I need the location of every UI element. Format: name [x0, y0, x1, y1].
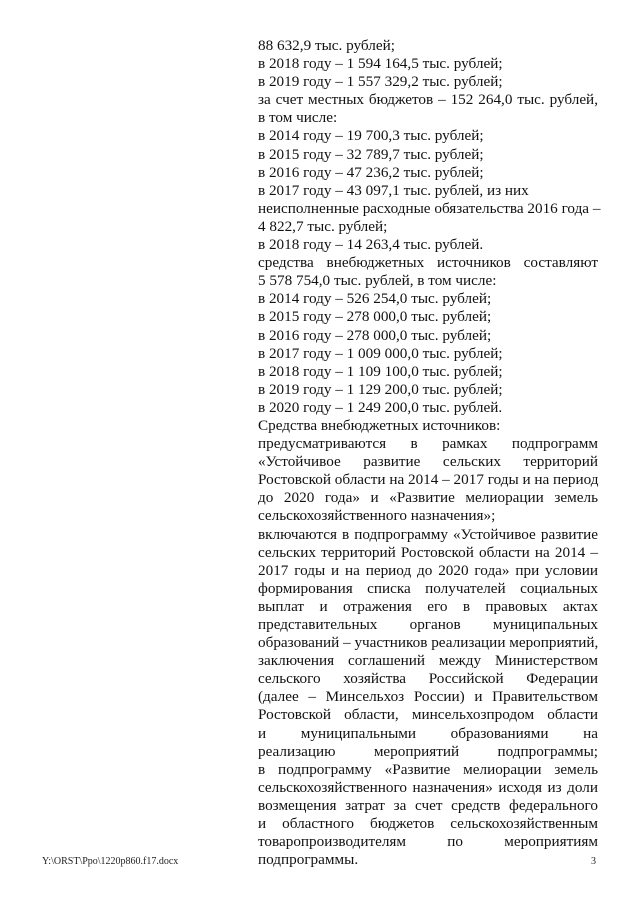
- text-line: в том числе:: [258, 109, 338, 127]
- text-line: предусматриваются в рамках подпрограмм: [258, 435, 598, 453]
- text-line: сельскохозяйственного назначения»;: [258, 507, 496, 525]
- text-line: сельского хозяйства Российской Федерации: [258, 670, 598, 688]
- text-line: в 2019 году – 1 557 329,2 тыс. рублей;: [258, 73, 503, 91]
- text-line: Средства внебюджетных источников:: [258, 416, 501, 434]
- footer-file-path: Y:\ORST\Ppo\1220p860.f17.docx: [42, 856, 179, 867]
- text-line: неисполненные расходные обязательства 2016 года –: [258, 199, 601, 217]
- text-line: в 2014 году – 19 700,3 тыс. рублей;: [258, 127, 484, 145]
- text-line: в 2015 году – 278 000,0 тыс. рублей;: [258, 308, 492, 326]
- text-line: и областного бюджетов сельскохозяйственным: [258, 815, 598, 833]
- text-line: возмещения затрат за счет средств федерального: [258, 796, 598, 814]
- text-line: выплат и отражения его в правовых актах: [258, 597, 598, 615]
- text-line: (далее – Минсельхоз России) и Правительством: [258, 688, 598, 706]
- text-line: товаропроизводителям по мероприятиям: [258, 833, 598, 851]
- text-line: Ростовской области, минсельхозпродом области: [258, 706, 598, 724]
- text-line: заключения соглашений между Министерством: [258, 652, 598, 670]
- text-line: включаются в подпрограмму «Устойчивое развитие: [258, 525, 598, 543]
- body-text: [258, 37, 601, 869]
- text-line: в 2014 году – 526 254,0 тыс. рублей;: [258, 290, 492, 308]
- text-line: образований – участников реализации мероприятий,: [258, 634, 599, 652]
- text-line: сельскохозяйственного назначения» исходя из доли: [258, 778, 598, 796]
- text-line: формирования списка получателей социальных: [258, 579, 598, 597]
- text-line: в 2018 году – 1 594 164,5 тыс. рублей;: [258, 55, 503, 73]
- text-line: до 2020 года» и «Развитие мелиорации земель: [258, 489, 598, 507]
- text-line: Ростовской области на 2014 – 2017 годы и на период: [258, 471, 599, 489]
- text-line: «Устойчивое развитие сельских территорий: [258, 453, 598, 471]
- text-line: в 2015 году – 32 789,7 тыс. рублей;: [258, 145, 484, 163]
- text-line: 2017 годы и на период до 2020 года» при условии: [258, 561, 598, 579]
- page-number: 3: [591, 856, 596, 867]
- text-line: 5 578 754,0 тыс. рублей, в том числе:: [258, 272, 497, 290]
- text-line: в 2019 году – 1 129 200,0 тыс. рублей;: [258, 380, 503, 398]
- text-line: реализацию мероприятий подпрограммы;: [258, 742, 598, 760]
- text-line: средства внебюджетных источников составляют: [258, 254, 598, 272]
- text-line: в 2020 году – 1 249 200,0 тыс. рублей.: [258, 398, 503, 416]
- text-line: в 2018 году – 1 109 100,0 тыс. рублей;: [258, 362, 503, 380]
- text-line: в 2017 году – 43 097,1 тыс. рублей, из них: [258, 181, 529, 199]
- text-line: сельских территорий Ростовской области на 2014 –: [258, 543, 598, 561]
- text-line: 88 632,9 тыс. рублей;: [258, 37, 395, 54]
- text-line: в 2016 году – 47 236,2 тыс. рублей;: [258, 163, 484, 181]
- text-line: в подпрограмму «Развитие мелиорации земель: [258, 760, 598, 778]
- text-line: подпрограммы.: [258, 851, 359, 869]
- text-line: в 2016 году – 278 000,0 тыс. рублей;: [258, 326, 492, 344]
- text-line: за счет местных бюджетов – 152 264,0 тыс. рублей,: [258, 91, 598, 109]
- text-line: 4 822,7 тыс. рублей;: [258, 217, 388, 235]
- text-line: представительных органов муниципальных: [258, 616, 598, 633]
- text-line: в 2017 году – 1 009 000,0 тыс. рублей;: [258, 344, 503, 362]
- text-line: в 2018 году – 14 263,4 тыс. рублей.: [258, 236, 484, 254]
- text-line: и муниципальными образованиями на: [258, 724, 598, 742]
